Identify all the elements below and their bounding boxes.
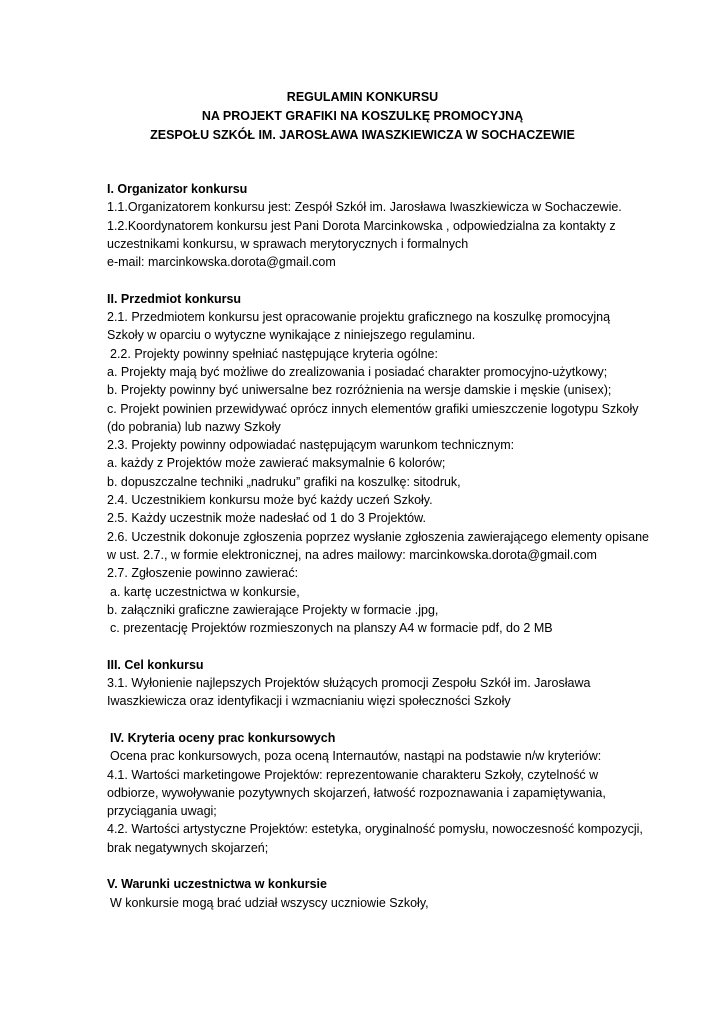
paragraph-line: W konkursie mogą brać udział wszyscy uczniowie Szkoły, bbox=[110, 895, 429, 910]
paragraph-line: odbiorze, wywoływanie pozytywnych skojarzeń, łatwość rozpoznawania i zapamiętywania, bbox=[107, 785, 606, 800]
paragraph-line: 2.2. Projekty powinny spełniać następujące kryteria ogólne: bbox=[110, 346, 438, 361]
paragraph-line: 4.1. Wartości marketingowe Projektów: reprezentowanie charakteru Szkoły, czytelność w bbox=[107, 767, 599, 782]
paragraph-line: 2.5. Każdy uczestnik może nadesłać od 1 do 3 Projektów. bbox=[107, 511, 426, 526]
section-heading: II. Przedmiot konkursu bbox=[107, 291, 242, 306]
paragraph-line: b. dopuszczalne techniki „nadruku” grafiki na koszulkę: sitodruk, bbox=[107, 474, 461, 489]
section-subject bbox=[107, 290, 652, 638]
paragraph-line: 2.6. Uczestnik dokonuje zgłoszenia poprzez wysłanie zgłoszenia zawierającego elementy opisane bbox=[107, 529, 649, 544]
section-heading: I. Organizator konkursu bbox=[107, 182, 248, 196]
paragraph-line: 2.7. Zgłoszenie powinno zawierać: bbox=[107, 566, 299, 581]
title-line-2: NA PROJEKT GRAFIKI NA KOSZULKĘ PROMOCYJNĄ bbox=[201, 109, 524, 123]
section-participation bbox=[107, 875, 652, 912]
paragraph-line: a. kartę uczestnictwa w konkursie, bbox=[110, 584, 300, 599]
paragraph-line: 1.1.Organizatorem konkursu jest: Zespół Szkół im. Jarosława Iwaszkiewicza w Sochaczewie. bbox=[107, 200, 622, 215]
paragraph-line: b. załączniki graficzne zawierające Projekty w formacie .jpg, bbox=[107, 602, 439, 617]
paragraph-line: przyciągania uwagi; bbox=[107, 804, 217, 819]
title-line-1: REGULAMIN KONKURSU bbox=[286, 90, 439, 104]
paragraph-line: a. Projekty mają być możliwe do zrealizowania i posiadać charakter promocyjno-użytkowy; bbox=[107, 364, 608, 379]
paragraph-line: 1.2.Koordynatorem konkursu jest Pani Dorota Marcinkowska , odpowiedzialna za kontakty z bbox=[107, 218, 616, 233]
paragraph-line: Szkoły w oparciu o wytyczne wynikające z niniejszego regulaminu. bbox=[107, 328, 476, 343]
paragraph-line: w ust. 2.7., w formie elektronicznej, na adres mailowy: marcinkowska.dorota@gmail.com bbox=[107, 547, 597, 562]
paragraph-line: 2.4. Uczestnikiem konkursu może być każdy uczeń Szkoły. bbox=[107, 493, 433, 508]
paragraph-line: (do pobrania) lub nazwy Szkoły bbox=[107, 419, 281, 434]
paragraph-line: b. Projekty powinny być uniwersalne bez rozróżnienia na wersje damskie i męskie (unisex); bbox=[107, 383, 612, 398]
paragraph-line: c. prezentację Projektów rozmieszonych na planszy A4 w formacie pdf, do 2 MB bbox=[110, 621, 553, 636]
paragraph-line: uczestnikami konkursu, w sprawach merytorycznych i formalnych bbox=[107, 236, 469, 251]
paragraph-line: c. Projekt powinien przewidywać oprócz innych elementów grafiki umieszczenie logotypu Szkoły bbox=[107, 401, 639, 416]
paragraph-line: brak negatywnych skojarzeń; bbox=[107, 840, 269, 855]
paragraph-line: 2.3. Projekty powinny odpowiadać następującym warunkom technicznym: bbox=[107, 438, 515, 453]
section-goal bbox=[107, 656, 652, 711]
section-criteria bbox=[107, 729, 652, 857]
paragraph-line: Ocena prac konkursowych, poza oceną Internautów, nastąpi na podstawie n/w kryteriów: bbox=[110, 749, 602, 764]
paragraph-line: 4.2. Wartości artystyczne Projektów: estetyka, oryginalność pomysłu, nowoczesność kompozycji, bbox=[107, 822, 643, 837]
section-heading: III. Cel konkursu bbox=[107, 657, 204, 672]
email-text: e-mail: marcinkowska.dorota@gmail.com bbox=[107, 255, 336, 270]
document-body bbox=[107, 180, 652, 930]
paragraph-line: Iwaszkiewicza oraz identyfikacji i wzmacnianiu więzi społeczności Szkoły bbox=[107, 694, 511, 709]
paragraph-line: a. każdy z Projektów może zawierać maksymalnie 6 kolorów; bbox=[107, 456, 446, 471]
section-heading: V. Warunki uczestnictwa w konkursie bbox=[107, 877, 327, 892]
paragraph-line: 3.1. Wyłonienie najlepszych Projektów służących promocji Zespołu Szkół im. Jarosława bbox=[107, 676, 591, 691]
document-title bbox=[0, 88, 725, 145]
paragraph-line: 2.1. Przedmiotem konkursu jest opracowanie projektu graficznego na koszulkę promocyjną bbox=[107, 310, 611, 325]
title-line-3: ZESPOŁU SZKÓŁ IM. JAROSŁAWA IWASZKIEWICZA W SOCHACZEWIE bbox=[150, 128, 575, 142]
section-heading: IV. Kryteria oceny prac konkursowych bbox=[110, 730, 336, 745]
section-organizer bbox=[107, 180, 652, 271]
